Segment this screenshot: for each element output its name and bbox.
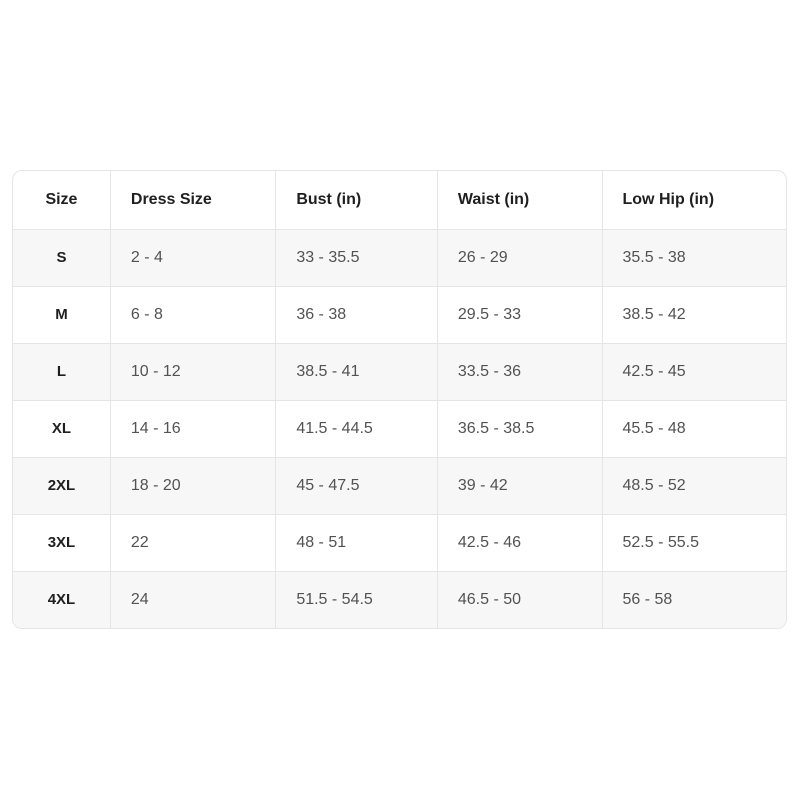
waist-cell: 33.5 - 36 bbox=[437, 343, 602, 400]
bust-cell: 41.5 - 44.5 bbox=[276, 400, 438, 457]
size-cell: M bbox=[13, 286, 110, 343]
table-row bbox=[13, 457, 786, 514]
dress-size-cell: 18 - 20 bbox=[110, 457, 275, 514]
header-row bbox=[13, 171, 786, 229]
waist-cell: 42.5 - 46 bbox=[437, 514, 602, 571]
low-hip-cell: 42.5 - 45 bbox=[602, 343, 786, 400]
dress-size-cell: 6 - 8 bbox=[110, 286, 275, 343]
low-hip-cell: 56 - 58 bbox=[602, 571, 786, 628]
size-cell: 4XL bbox=[13, 571, 110, 628]
low-hip-cell: 48.5 - 52 bbox=[602, 457, 786, 514]
table-row bbox=[13, 229, 786, 286]
table-row bbox=[13, 514, 786, 571]
column-header-low-hip: Low Hip (in) bbox=[602, 171, 786, 229]
table-row bbox=[13, 343, 786, 400]
column-header-waist: Waist (in) bbox=[437, 171, 602, 229]
table-row bbox=[13, 286, 786, 343]
bust-cell: 38.5 - 41 bbox=[276, 343, 438, 400]
dress-size-cell: 14 - 16 bbox=[110, 400, 275, 457]
waist-cell: 36.5 - 38.5 bbox=[437, 400, 602, 457]
low-hip-cell: 35.5 - 38 bbox=[602, 229, 786, 286]
size-chart-table bbox=[13, 171, 786, 628]
waist-cell: 46.5 - 50 bbox=[437, 571, 602, 628]
dress-size-cell: 10 - 12 bbox=[110, 343, 275, 400]
dress-size-cell: 24 bbox=[110, 571, 275, 628]
size-cell: 3XL bbox=[13, 514, 110, 571]
column-header-dress-size: Dress Size bbox=[110, 171, 275, 229]
size-cell: 2XL bbox=[13, 457, 110, 514]
bust-cell: 33 - 35.5 bbox=[276, 229, 438, 286]
table-row bbox=[13, 400, 786, 457]
waist-cell: 39 - 42 bbox=[437, 457, 602, 514]
low-hip-cell: 52.5 - 55.5 bbox=[602, 514, 786, 571]
table-row bbox=[13, 571, 786, 628]
size-cell: L bbox=[13, 343, 110, 400]
dress-size-cell: 2 - 4 bbox=[110, 229, 275, 286]
bust-cell: 51.5 - 54.5 bbox=[276, 571, 438, 628]
waist-cell: 26 - 29 bbox=[437, 229, 602, 286]
size-cell: XL bbox=[13, 400, 110, 457]
bust-cell: 36 - 38 bbox=[276, 286, 438, 343]
bust-cell: 45 - 47.5 bbox=[276, 457, 438, 514]
column-header-size: Size bbox=[45, 190, 78, 208]
size-chart-card bbox=[12, 170, 787, 629]
low-hip-cell: 45.5 - 48 bbox=[602, 400, 786, 457]
bust-cell: 48 - 51 bbox=[276, 514, 438, 571]
dress-size-cell: 22 bbox=[110, 514, 275, 571]
column-header-bust: Bust (in) bbox=[276, 171, 438, 229]
waist-cell: 29.5 - 33 bbox=[437, 286, 602, 343]
size-cell: S bbox=[13, 229, 110, 286]
low-hip-cell: 38.5 - 42 bbox=[602, 286, 786, 343]
